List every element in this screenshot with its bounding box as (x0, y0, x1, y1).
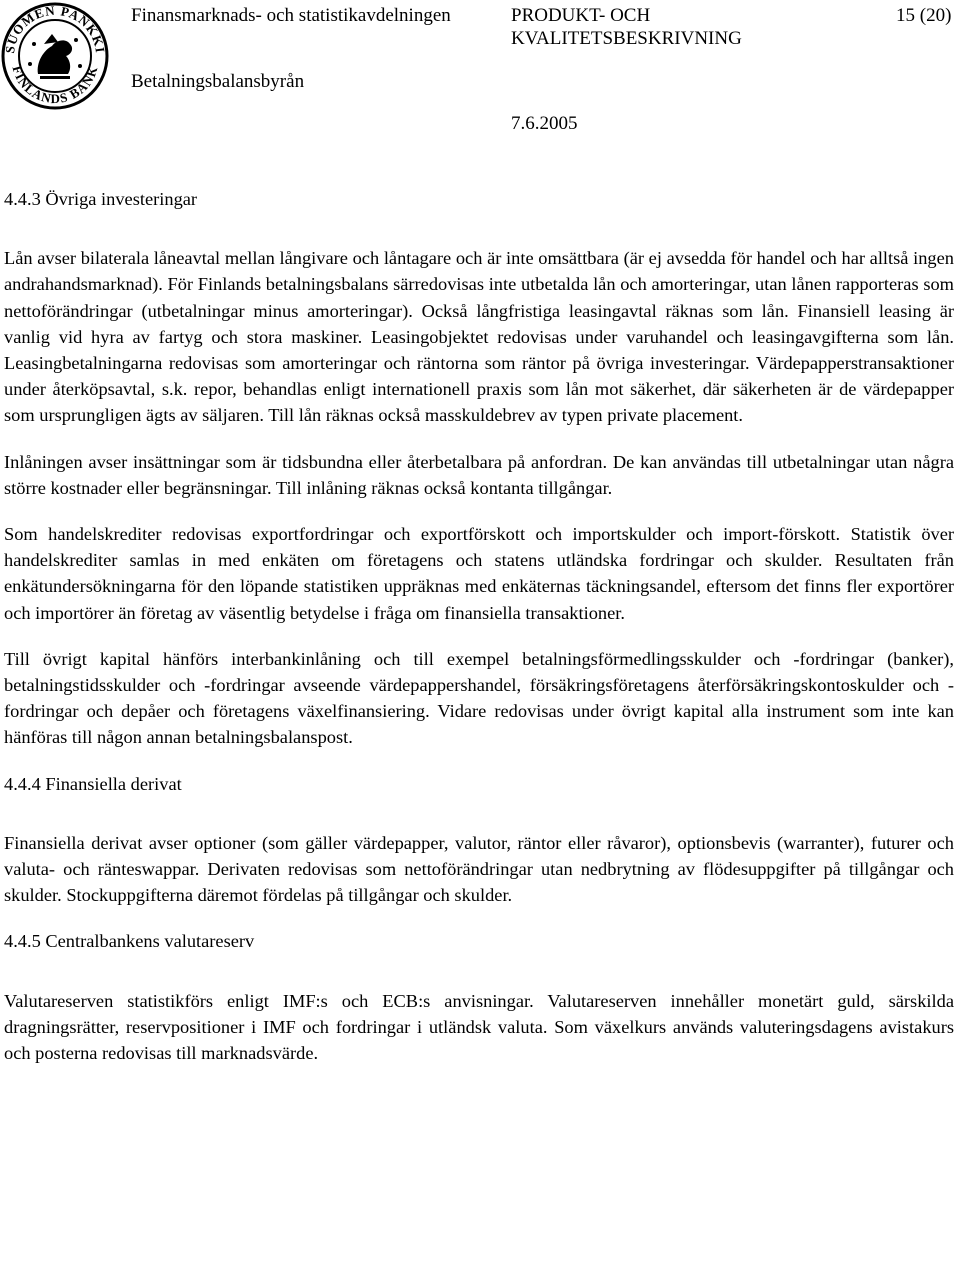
paragraph: Som handelskrediter redovisas exportfordringar och exportförskott och importskulder och import-förskott. Statistik över handelskrediter samlas in med enkäten om företagens och statens utländska fordringar och skulder. Resultaten från enkätundersökningarna för den löpande statistiken uppräknas med enkäternas täckningsandel, eftersom det finns fler exportörer och importörer än företag av väsentlig betydelse i fråga om finansiella transaktioner. (4, 524, 954, 623)
paragraph: Lån avser bilaterala låneavtal mellan långivare och låntagare och är inte omsättbara (är ej avsedda för handel och har alltså ingen andrahandsmarknad). För Finlands betalningsbalans särredovisas inte utbetalda lån och amorteringar, utan lånen rapporteras som nettoförändringar (utbetalningar minus amorteringar). Också långfristiga leasingavtal räknas som lån. Finansiell leasing är vanlig vid hyra av fartyg och stora maskiner. Leasingobjektet redovisas under varuhandel och leasingavgifterna som lån. Leasingbetalningarna redovisas som amorteringar och räntorna som räntor på övriga investeringar. Värdepapperstransaktioner under återköpsavtal, s.k. repor, behandlas enligt internationell praxis som lån mot säkerhet, där säkerheten är de värdepapper som ursprungligen ägts av säljaren. Till lån räknas också masskuldebrev av typen private placement. (4, 248, 954, 426)
section-heading: 4.4.5 Centralbankens valutareserv (4, 931, 255, 952)
paragraph: Till övrigt kapital hänförs interbankinlåning och till exempel betalningsförmedlingsskulder och -fordringar (banker), betalningstidsskulder och -fordringar avseende värdepappershandel, försäkringsföretagens återförsäkringskontoskulder och -fordringar och depåer och företagens växelfinansiering. Vidare redovisas under övrigt kapital alla instrument som inte kan hänföras till någon annan betalningsbalanspost. (4, 648, 954, 748)
header-date: 7.6.2005 (511, 113, 578, 134)
paragraph: Valutareserven statistikförs enligt IMF:s och ECB:s anvisningar. Valutareserven innehåller monetärt guld, särskilda dragningsrätter, reservpositioner i IMF och fordringar i utländsk valuta. Som växelkurs används valuteringsdagens avistakurs och posterna redovisas till marknadsvärde. (4, 990, 954, 1064)
paragraph: Inlåningen avser insättningar som är tidsbundna eller återbetalbara på anfordran. De kan användas till utbetalningar utan några större kostnader eller begränsningar. Till inlåning räknas också kontanta tillgångar. (4, 451, 954, 498)
bank-logo (0, 0, 110, 112)
paragraph: Finansiella derivat avser optioner (som gäller värdepapper, valutor, räntor eller råvaror), optionsbevis (warranter), futurer och valuta- och ränteswappar. Derivaten redovisas som nettoförändringar utan nedbrytning av flödesuppgifter på tillgångar och skulder. Stockuppgifterna däremot fördelas på tillgångar och skulder. (4, 832, 954, 906)
header-doc-type-line2: KVALITETSBESKRIVNING (511, 28, 742, 49)
section-heading: 4.4.4 Finansiella derivat (4, 773, 182, 794)
header-page-number: 15 (20) (896, 5, 952, 26)
section-heading: 4.4.3 Övriga investeringar (4, 189, 198, 209)
header-doc-type-line1: PRODUKT- OCH (511, 5, 651, 26)
document-body (4, 186, 954, 1066)
svg-text:FINLANDS BANK: FINLANDS BANK (9, 63, 101, 107)
header-unit: Betalningsbalansbyrån (131, 71, 305, 92)
header-department: Finansmarknads- och statistikavdelningen (131, 5, 451, 26)
svg-text:SUOMEN PANKKI: SUOMEN PANKKI (1, 2, 108, 55)
